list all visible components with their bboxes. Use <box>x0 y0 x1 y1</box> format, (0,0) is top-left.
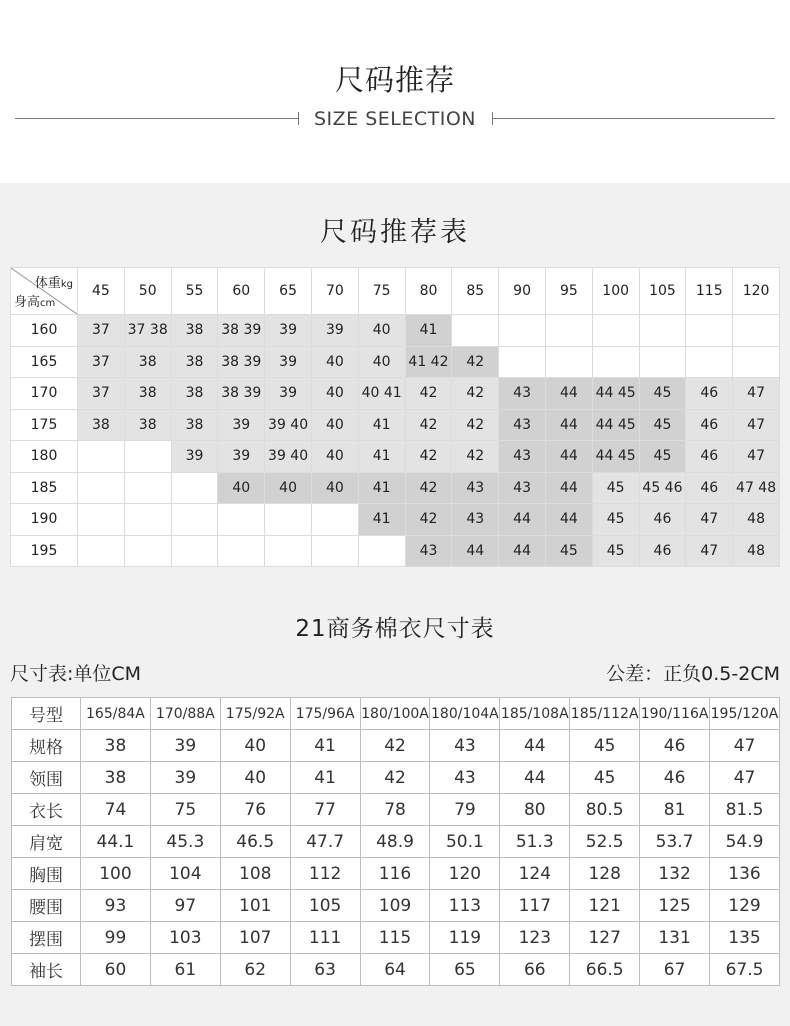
size-code-cell: 185/108A <box>500 698 570 730</box>
measurement-value: 67.5 <box>710 954 780 986</box>
size-code-cell: 170/88A <box>150 698 220 730</box>
size-cell: 40 <box>311 409 358 441</box>
size-cell: 37 <box>78 315 125 347</box>
size-cell: 47 <box>733 441 780 473</box>
size-cell: 39 <box>311 315 358 347</box>
size-cell: 38 39 <box>218 346 265 378</box>
size-cell: 48 <box>733 535 780 567</box>
size-cell: 39 40 <box>265 441 312 473</box>
size-cell: 42 <box>405 378 452 410</box>
measurement-value: 39 <box>150 730 220 762</box>
size-cell: 38 <box>124 378 171 410</box>
size-cell: 44 <box>545 504 592 536</box>
size-cell: 43 <box>452 504 499 536</box>
measurement-value: 44 <box>500 762 570 794</box>
empty-cell <box>592 346 639 378</box>
size-cell: 44 <box>499 535 546 567</box>
size-row <box>11 378 780 410</box>
empty-cell <box>499 315 546 347</box>
size-cell: 41 <box>358 472 405 504</box>
weight-header-cell: 55 <box>171 268 218 315</box>
size-cell: 46 <box>639 504 686 536</box>
measurement-value: 112 <box>290 858 360 890</box>
measurement-row <box>12 954 780 986</box>
size-cell: 37 <box>78 378 125 410</box>
measurement-row <box>12 858 780 890</box>
empty-cell <box>171 535 218 567</box>
weight-header-cell: 105 <box>639 268 686 315</box>
weight-header-cell: 90 <box>499 268 546 315</box>
size-cell: 46 <box>686 441 733 473</box>
measurement-value: 44 <box>500 730 570 762</box>
measurement-value: 45.3 <box>150 826 220 858</box>
size-cell: 43 <box>499 472 546 504</box>
size-cell: 39 <box>265 315 312 347</box>
measurement-value: 79 <box>430 794 500 826</box>
measurement-value: 115 <box>360 922 430 954</box>
measurement-value: 100 <box>81 858 151 890</box>
measurement-value: 108 <box>220 858 290 890</box>
measurement-value: 104 <box>150 858 220 890</box>
weight-header-cell: 100 <box>592 268 639 315</box>
size-cell: 42 <box>452 346 499 378</box>
empty-cell <box>311 504 358 536</box>
size-cell: 39 <box>171 441 218 473</box>
size-cell: 47 <box>686 504 733 536</box>
size-row <box>11 472 780 504</box>
measurement-value: 53.7 <box>640 826 710 858</box>
measurement-row <box>12 922 780 954</box>
height-label-cell: 165 <box>11 346 78 378</box>
measurement-value: 41 <box>290 730 360 762</box>
size-cell: 42 <box>405 504 452 536</box>
size-cell: 38 <box>171 346 218 378</box>
size-cell: 39 <box>265 346 312 378</box>
size-cell: 40 <box>358 315 405 347</box>
size-cell: 39 <box>265 378 312 410</box>
measurement-value: 99 <box>81 922 151 954</box>
measurement-value: 107 <box>220 922 290 954</box>
measurement-value: 47.7 <box>290 826 360 858</box>
measurement-value: 80 <box>500 794 570 826</box>
size-cell: 47 48 <box>733 472 780 504</box>
measurement-label: 肩宽 <box>12 826 81 858</box>
size-cell: 41 <box>358 504 405 536</box>
empty-cell <box>218 535 265 567</box>
measurement-value: 45 <box>570 762 640 794</box>
size-code-cell: 195/120A <box>710 698 780 730</box>
measurement-value: 46 <box>640 730 710 762</box>
size-cell: 38 <box>124 409 171 441</box>
measurement-value: 52.5 <box>570 826 640 858</box>
measurement-value: 101 <box>220 890 290 922</box>
weight-unit: kg <box>60 279 73 290</box>
measurement-value: 77 <box>290 794 360 826</box>
empty-cell <box>78 535 125 567</box>
size-cell: 40 <box>311 472 358 504</box>
size-cell: 42 <box>405 409 452 441</box>
corner-cell <box>11 268 78 315</box>
size-code-cell: 175/96A <box>290 698 360 730</box>
size-row <box>11 346 780 378</box>
measurement-value: 109 <box>360 890 430 922</box>
measurement-value: 111 <box>290 922 360 954</box>
size-code-cell: 175/92A <box>220 698 290 730</box>
size-cell: 43 <box>499 441 546 473</box>
measurement-value: 117 <box>500 890 570 922</box>
weight-header-cell: 70 <box>311 268 358 315</box>
measurement-value: 81.5 <box>710 794 780 826</box>
size-cell: 45 <box>639 378 686 410</box>
empty-cell <box>639 346 686 378</box>
measurement-value: 125 <box>640 890 710 922</box>
size-cell: 40 <box>311 441 358 473</box>
empty-cell <box>686 346 733 378</box>
dimension-table-title: 21商务棉衣尺寸表 <box>295 616 495 642</box>
size-cell: 43 <box>405 535 452 567</box>
size-cell: 45 <box>639 409 686 441</box>
empty-cell <box>265 504 312 536</box>
measurement-value: 116 <box>360 858 430 890</box>
measurement-value: 76 <box>220 794 290 826</box>
measurement-value: 38 <box>81 730 151 762</box>
measurement-value: 42 <box>360 730 430 762</box>
size-cell: 46 <box>686 472 733 504</box>
measurement-value: 46 <box>640 762 710 794</box>
empty-cell <box>171 472 218 504</box>
size-cell: 42 <box>452 409 499 441</box>
size-cell: 41 <box>405 315 452 347</box>
size-row <box>11 409 780 441</box>
weight-header-cell: 65 <box>265 268 312 315</box>
empty-cell <box>124 441 171 473</box>
size-code-cell: 190/116A <box>640 698 710 730</box>
size-cell: 44 45 <box>592 409 639 441</box>
size-code-cell: 165/84A <box>81 698 151 730</box>
empty-cell <box>358 535 405 567</box>
size-cell: 37 <box>78 346 125 378</box>
size-cell: 45 46 <box>639 472 686 504</box>
height-label-cell: 160 <box>11 315 78 347</box>
weight-header-cell: 115 <box>686 268 733 315</box>
size-code-cell: 180/104A <box>430 698 500 730</box>
measurement-value: 97 <box>150 890 220 922</box>
empty-cell <box>218 504 265 536</box>
unit-note: 尺寸表:单位CM <box>10 663 142 685</box>
height-label-cell: 170 <box>11 378 78 410</box>
size-row <box>11 504 780 536</box>
size-cell: 44 <box>545 441 592 473</box>
empty-cell <box>311 535 358 567</box>
measurement-value: 66.5 <box>570 954 640 986</box>
measurement-value: 43 <box>430 730 500 762</box>
height-label-cell: 195 <box>11 535 78 567</box>
size-cell: 43 <box>452 472 499 504</box>
size-cell: 41 42 <box>405 346 452 378</box>
tolerance-note: 公差：正负0.5-2CM <box>606 663 780 685</box>
measurement-value: 123 <box>500 922 570 954</box>
size-cell: 44 45 <box>592 378 639 410</box>
size-cell: 38 <box>124 346 171 378</box>
measurement-value: 105 <box>290 890 360 922</box>
size-cell: 39 <box>218 441 265 473</box>
height-unit: cm <box>40 298 56 309</box>
weight-header-cell: 85 <box>452 268 499 315</box>
measurement-value: 50.1 <box>430 826 500 858</box>
size-cell: 40 <box>218 472 265 504</box>
size-cell: 38 39 <box>218 315 265 347</box>
empty-cell <box>124 472 171 504</box>
size-cell: 41 <box>358 441 405 473</box>
measurement-row <box>12 826 780 858</box>
weight-header-cell: 75 <box>358 268 405 315</box>
title-divider-right <box>492 118 775 119</box>
size-cell: 38 <box>171 315 218 347</box>
empty-cell <box>78 472 125 504</box>
measurement-label: 衣长 <box>12 794 81 826</box>
height-axis-label: 身高 <box>14 295 41 310</box>
size-cell: 45 <box>592 504 639 536</box>
size-cell: 47 <box>733 378 780 410</box>
measurement-value: 39 <box>150 762 220 794</box>
size-cell: 40 <box>358 346 405 378</box>
measurement-value: 43 <box>430 762 500 794</box>
size-cell: 42 <box>405 441 452 473</box>
measurement-row <box>12 730 780 762</box>
size-cell: 38 39 <box>218 378 265 410</box>
empty-cell <box>499 346 546 378</box>
measurement-value: 46.5 <box>220 826 290 858</box>
size-cell: 43 <box>499 378 546 410</box>
empty-cell <box>545 346 592 378</box>
measurement-value: 121 <box>570 890 640 922</box>
weight-header-cell: 120 <box>733 268 780 315</box>
empty-cell <box>124 535 171 567</box>
size-cell: 47 <box>733 409 780 441</box>
measurement-value: 66 <box>500 954 570 986</box>
size-cell: 44 <box>545 409 592 441</box>
size-cell: 45 <box>592 535 639 567</box>
page-header <box>0 0 790 183</box>
empty-cell <box>265 535 312 567</box>
size-cell: 44 <box>499 504 546 536</box>
measurement-value: 47 <box>710 762 780 794</box>
measurement-value: 136 <box>710 858 780 890</box>
size-cell: 38 <box>171 378 218 410</box>
page-title: 尺码推荐 <box>334 63 455 97</box>
measurement-value: 78 <box>360 794 430 826</box>
height-label-cell: 175 <box>11 409 78 441</box>
measurement-value: 44.1 <box>81 826 151 858</box>
empty-cell <box>639 315 686 347</box>
measurement-value: 75 <box>150 794 220 826</box>
empty-cell <box>452 315 499 347</box>
measurement-value: 38 <box>81 762 151 794</box>
size-cell: 42 <box>452 378 499 410</box>
size-cell: 38 <box>78 409 125 441</box>
measurement-value: 41 <box>290 762 360 794</box>
measurement-value: 47 <box>710 730 780 762</box>
empty-cell <box>78 504 125 536</box>
empty-cell <box>171 504 218 536</box>
measurement-label: 胸围 <box>12 858 81 890</box>
weight-header-row <box>11 268 780 315</box>
page-subtitle: SIZE SELECTION <box>313 108 477 130</box>
measurement-value: 63 <box>290 954 360 986</box>
weight-header-cell: 45 <box>78 268 125 315</box>
measurement-label: 袖长 <box>12 954 81 986</box>
dimension-table <box>11 697 780 986</box>
empty-cell <box>592 315 639 347</box>
size-cell: 48 <box>733 504 780 536</box>
measurement-value: 119 <box>430 922 500 954</box>
size-code-cell: 180/100A <box>360 698 430 730</box>
size-cell: 41 <box>358 409 405 441</box>
height-label-cell: 190 <box>11 504 78 536</box>
measurement-value: 62 <box>220 954 290 986</box>
size-cell: 45 <box>592 472 639 504</box>
measurement-value: 124 <box>500 858 570 890</box>
measurement-value: 61 <box>150 954 220 986</box>
size-cell: 47 <box>686 535 733 567</box>
size-table-title: 尺码推荐表 <box>320 217 470 248</box>
weight-axis-label: 体重 <box>34 276 61 291</box>
size-cell: 40 <box>311 378 358 410</box>
size-cell: 44 <box>452 535 499 567</box>
measurement-value: 54.9 <box>710 826 780 858</box>
empty-cell <box>545 315 592 347</box>
measurement-label: 规格 <box>12 730 81 762</box>
measurement-value: 113 <box>430 890 500 922</box>
measurement-value: 65 <box>430 954 500 986</box>
size-cell: 46 <box>686 378 733 410</box>
size-cell: 40 41 <box>358 378 405 410</box>
measurement-value: 67 <box>640 954 710 986</box>
empty-cell <box>78 441 125 473</box>
measurement-value: 132 <box>640 858 710 890</box>
measurement-value: 48.9 <box>360 826 430 858</box>
measurement-value: 127 <box>570 922 640 954</box>
measurement-row <box>12 794 780 826</box>
size-cell: 39 <box>218 409 265 441</box>
measurement-label: 领围 <box>12 762 81 794</box>
measurement-value: 120 <box>430 858 500 890</box>
measurement-value: 40 <box>220 730 290 762</box>
size-cell: 44 <box>545 472 592 504</box>
measurement-value: 93 <box>81 890 151 922</box>
measurement-value: 60 <box>81 954 151 986</box>
measurement-value: 64 <box>360 954 430 986</box>
measurement-label: 腰围 <box>12 890 81 922</box>
size-header-row <box>12 698 780 730</box>
size-cell: 42 <box>452 441 499 473</box>
size-cell: 40 <box>311 346 358 378</box>
empty-cell <box>733 315 780 347</box>
empty-cell <box>733 346 780 378</box>
measurement-value: 129 <box>710 890 780 922</box>
size-cell: 40 <box>265 472 312 504</box>
height-label-cell: 180 <box>11 441 78 473</box>
size-cell: 44 45 <box>592 441 639 473</box>
measurement-value: 81 <box>640 794 710 826</box>
measurement-value: 51.3 <box>500 826 570 858</box>
measurement-row <box>12 890 780 922</box>
height-label-cell: 185 <box>11 472 78 504</box>
size-cell: 44 <box>545 378 592 410</box>
measurement-row <box>12 762 780 794</box>
weight-header-cell: 80 <box>405 268 452 315</box>
measurement-value: 135 <box>710 922 780 954</box>
size-row <box>11 315 780 347</box>
measurement-value: 80.5 <box>570 794 640 826</box>
measurement-value: 42 <box>360 762 430 794</box>
measurement-value: 45 <box>570 730 640 762</box>
size-cell: 46 <box>686 409 733 441</box>
size-recommendation-table <box>10 267 780 567</box>
empty-cell <box>124 504 171 536</box>
weight-header-cell: 95 <box>545 268 592 315</box>
size-cell: 45 <box>639 441 686 473</box>
size-cell: 46 <box>639 535 686 567</box>
measurement-value: 74 <box>81 794 151 826</box>
measurement-value: 128 <box>570 858 640 890</box>
weight-header-cell: 50 <box>124 268 171 315</box>
size-code-cell: 185/112A <box>570 698 640 730</box>
measurement-value: 103 <box>150 922 220 954</box>
size-cell: 43 <box>499 409 546 441</box>
size-row <box>11 441 780 473</box>
header-label-cell: 号型 <box>12 698 81 730</box>
size-cell: 45 <box>545 535 592 567</box>
weight-header-cell: 60 <box>218 268 265 315</box>
empty-cell <box>686 315 733 347</box>
size-row <box>11 535 780 567</box>
measurement-value: 40 <box>220 762 290 794</box>
size-cell: 38 <box>171 409 218 441</box>
size-cell: 42 <box>405 472 452 504</box>
measurement-value: 131 <box>640 922 710 954</box>
measurement-label: 摆围 <box>12 922 81 954</box>
size-cell: 39 40 <box>265 409 312 441</box>
size-cell: 37 38 <box>124 315 171 347</box>
